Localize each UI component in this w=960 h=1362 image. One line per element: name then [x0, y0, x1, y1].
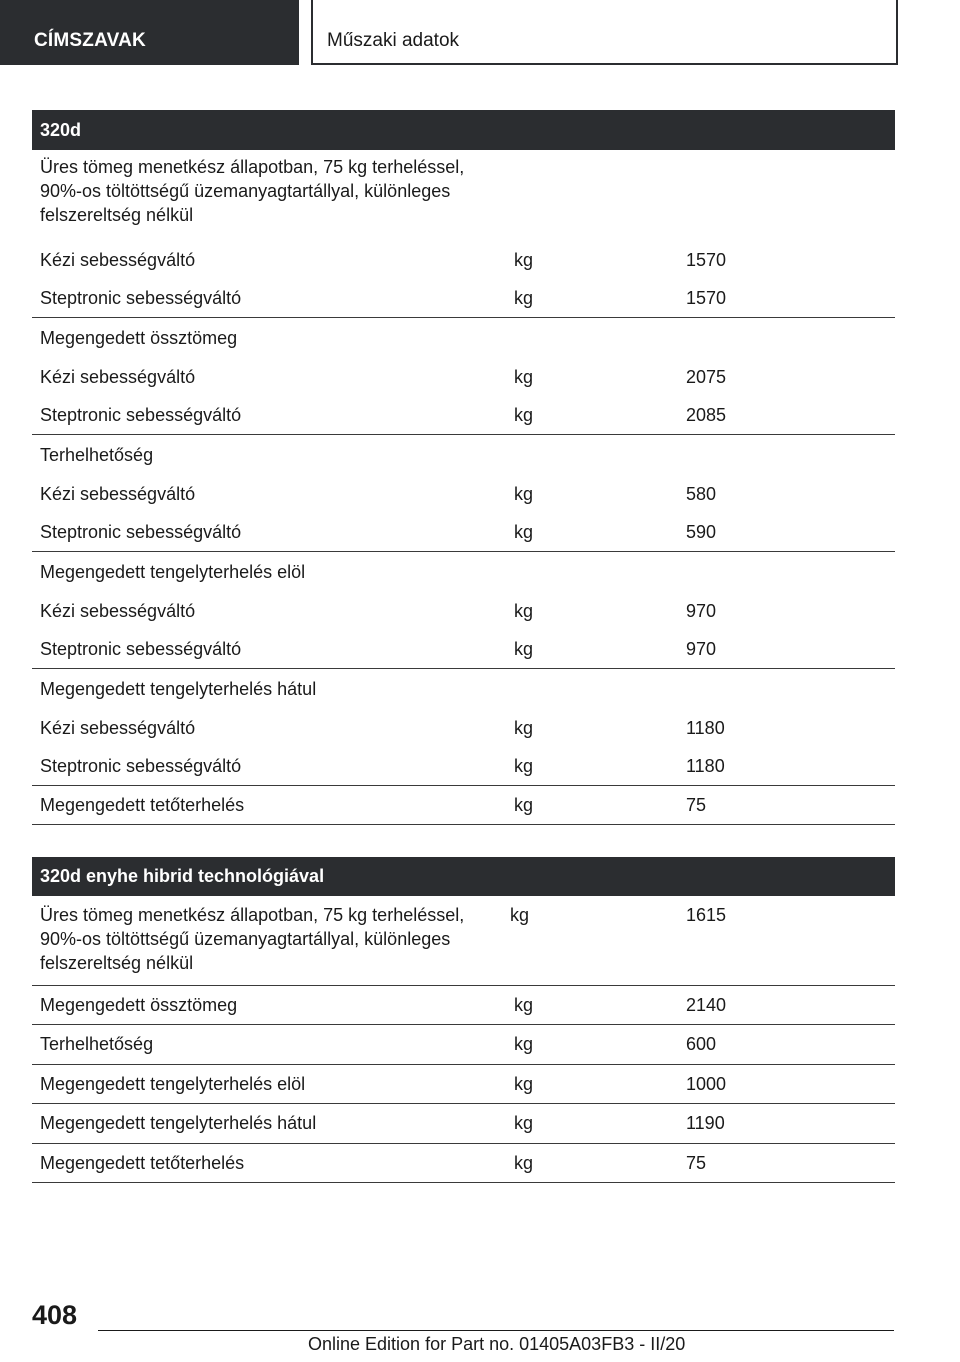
row-label: Steptronic sebességváltó: [40, 288, 242, 308]
table-row: [32, 1104, 895, 1144]
row-label: Megengedett tengelyterhelés hátul: [40, 1113, 317, 1133]
row-label: Megengedett tetőterhelés: [40, 795, 245, 815]
table-row: [32, 748, 895, 786]
row-label: Terhelhetőség: [40, 445, 154, 465]
row-value: [678, 443, 895, 475]
row-value: 2075: [686, 367, 727, 387]
footer-divider: [98, 1330, 894, 1331]
spec-table-320d: [32, 110, 895, 825]
table-row: [32, 358, 895, 397]
table-row: [32, 1025, 895, 1065]
row-value: 1180: [686, 718, 725, 738]
row-label: Steptronic sebességváltó: [40, 756, 242, 776]
row-label: Megengedett össztömeg: [40, 328, 238, 348]
row-value: 2085: [686, 405, 727, 425]
table-row: [32, 552, 895, 592]
row-unit: kg: [514, 522, 534, 542]
row-value: 970: [686, 601, 717, 621]
row-value: 75: [686, 1153, 707, 1173]
row-value: 75: [686, 795, 707, 815]
row-unit: kg: [514, 288, 534, 308]
table-row: [32, 709, 895, 748]
table-title: 320d: [40, 119, 82, 140]
edition-note: Online Edition for Part no. 01405A03FB3 - II/20: [308, 1334, 686, 1354]
row-unit: kg: [514, 718, 534, 738]
row-unit: kg: [514, 1074, 534, 1094]
row-label: Üres tömeg menetkész állapotban, 75 kg terheléssel, 90%-os töltöttségű üzemanyagtartállyal, különleges felszereltség nélkül: [40, 905, 465, 973]
row-unit: kg: [514, 639, 534, 659]
row-value: 600: [686, 1034, 717, 1054]
row-value: 1615: [686, 905, 727, 925]
row-label: Megengedett tengelyterhelés elöl: [40, 562, 306, 582]
row-value: 970: [686, 639, 717, 659]
row-value: [678, 560, 895, 592]
row-label: Kézi sebességváltó: [40, 367, 196, 387]
spec-table-320d-mild-hybrid: [32, 857, 895, 1183]
section-tab: [0, 0, 299, 65]
row-label: Megengedett tengelyterhelés hátul: [40, 679, 317, 699]
row-value: [678, 155, 895, 241]
row-label: Kézi sebességváltó: [40, 250, 196, 270]
row-unit: [506, 677, 678, 709]
table-header: [32, 110, 895, 150]
row-unit: [506, 326, 678, 358]
table-row: [32, 514, 895, 552]
row-value: 580: [686, 484, 717, 504]
table-row: [32, 435, 895, 475]
table-row: [32, 986, 895, 1025]
row-unit: kg: [514, 484, 534, 504]
table-title: 320d enyhe hibrid technológiával: [40, 866, 325, 886]
table-row: [32, 669, 895, 709]
row-label: Steptronic sebességváltó: [40, 405, 242, 425]
table-row: [32, 318, 895, 358]
row-unit: kg: [514, 405, 534, 425]
row-label: Kézi sebességváltó: [40, 718, 196, 738]
row-value: 1180: [686, 756, 725, 776]
row-value: [678, 677, 895, 709]
row-label: Megengedett tengelyterhelés elöl: [40, 1074, 306, 1094]
row-label: Üres tömeg menetkész állapotban, 75 kg terheléssel, 90%-os töltöttségű üzemanyagtartállyal, különleges felszereltség nélkül: [40, 157, 465, 225]
row-unit: kg: [514, 1153, 534, 1173]
row-value: [678, 326, 895, 358]
row-unit: kg: [514, 1113, 534, 1133]
row-unit: [502, 155, 678, 241]
row-value: 1000: [686, 1074, 727, 1094]
row-label: Steptronic sebességváltó: [40, 639, 242, 659]
table-row: [32, 475, 895, 514]
row-unit: [506, 443, 678, 475]
table-header: [32, 857, 895, 896]
table-row: [32, 631, 895, 669]
row-value: 1190: [686, 1113, 725, 1133]
table-row: [32, 397, 895, 435]
row-unit: kg: [510, 905, 530, 925]
row-value: 1570: [686, 250, 727, 270]
row-unit: [506, 560, 678, 592]
row-label: Kézi sebességváltó: [40, 484, 196, 504]
table-row: [32, 592, 895, 631]
row-label: Megengedett össztömeg: [40, 995, 238, 1015]
section-title: CÍMSZAVAK: [34, 30, 146, 51]
table-row: [32, 280, 895, 318]
row-label: Megengedett tetőterhelés: [40, 1153, 245, 1173]
row-label: Terhelhetőség: [40, 1034, 154, 1054]
chapter-box: [311, 0, 898, 65]
row-unit: kg: [514, 1034, 534, 1054]
row-unit: kg: [514, 601, 534, 621]
table-row: [32, 241, 895, 280]
row-unit: kg: [514, 756, 534, 776]
row-value: 2140: [686, 995, 727, 1015]
row-value: 1570: [686, 288, 727, 308]
table-row: [32, 150, 895, 241]
chapter-title: Műszaki adatok: [327, 30, 460, 51]
table-row: [32, 896, 895, 986]
row-unit: kg: [514, 795, 534, 815]
row-label: Steptronic sebességváltó: [40, 522, 242, 542]
row-unit: kg: [514, 367, 534, 387]
table-row: [32, 1065, 895, 1104]
page-number: 408: [32, 1300, 78, 1330]
row-unit: kg: [514, 995, 534, 1015]
row-unit: kg: [514, 250, 534, 270]
row-label: Kézi sebességváltó: [40, 601, 196, 621]
table-row: [32, 786, 895, 825]
table-row: [32, 1144, 895, 1183]
row-value: 590: [686, 522, 717, 542]
